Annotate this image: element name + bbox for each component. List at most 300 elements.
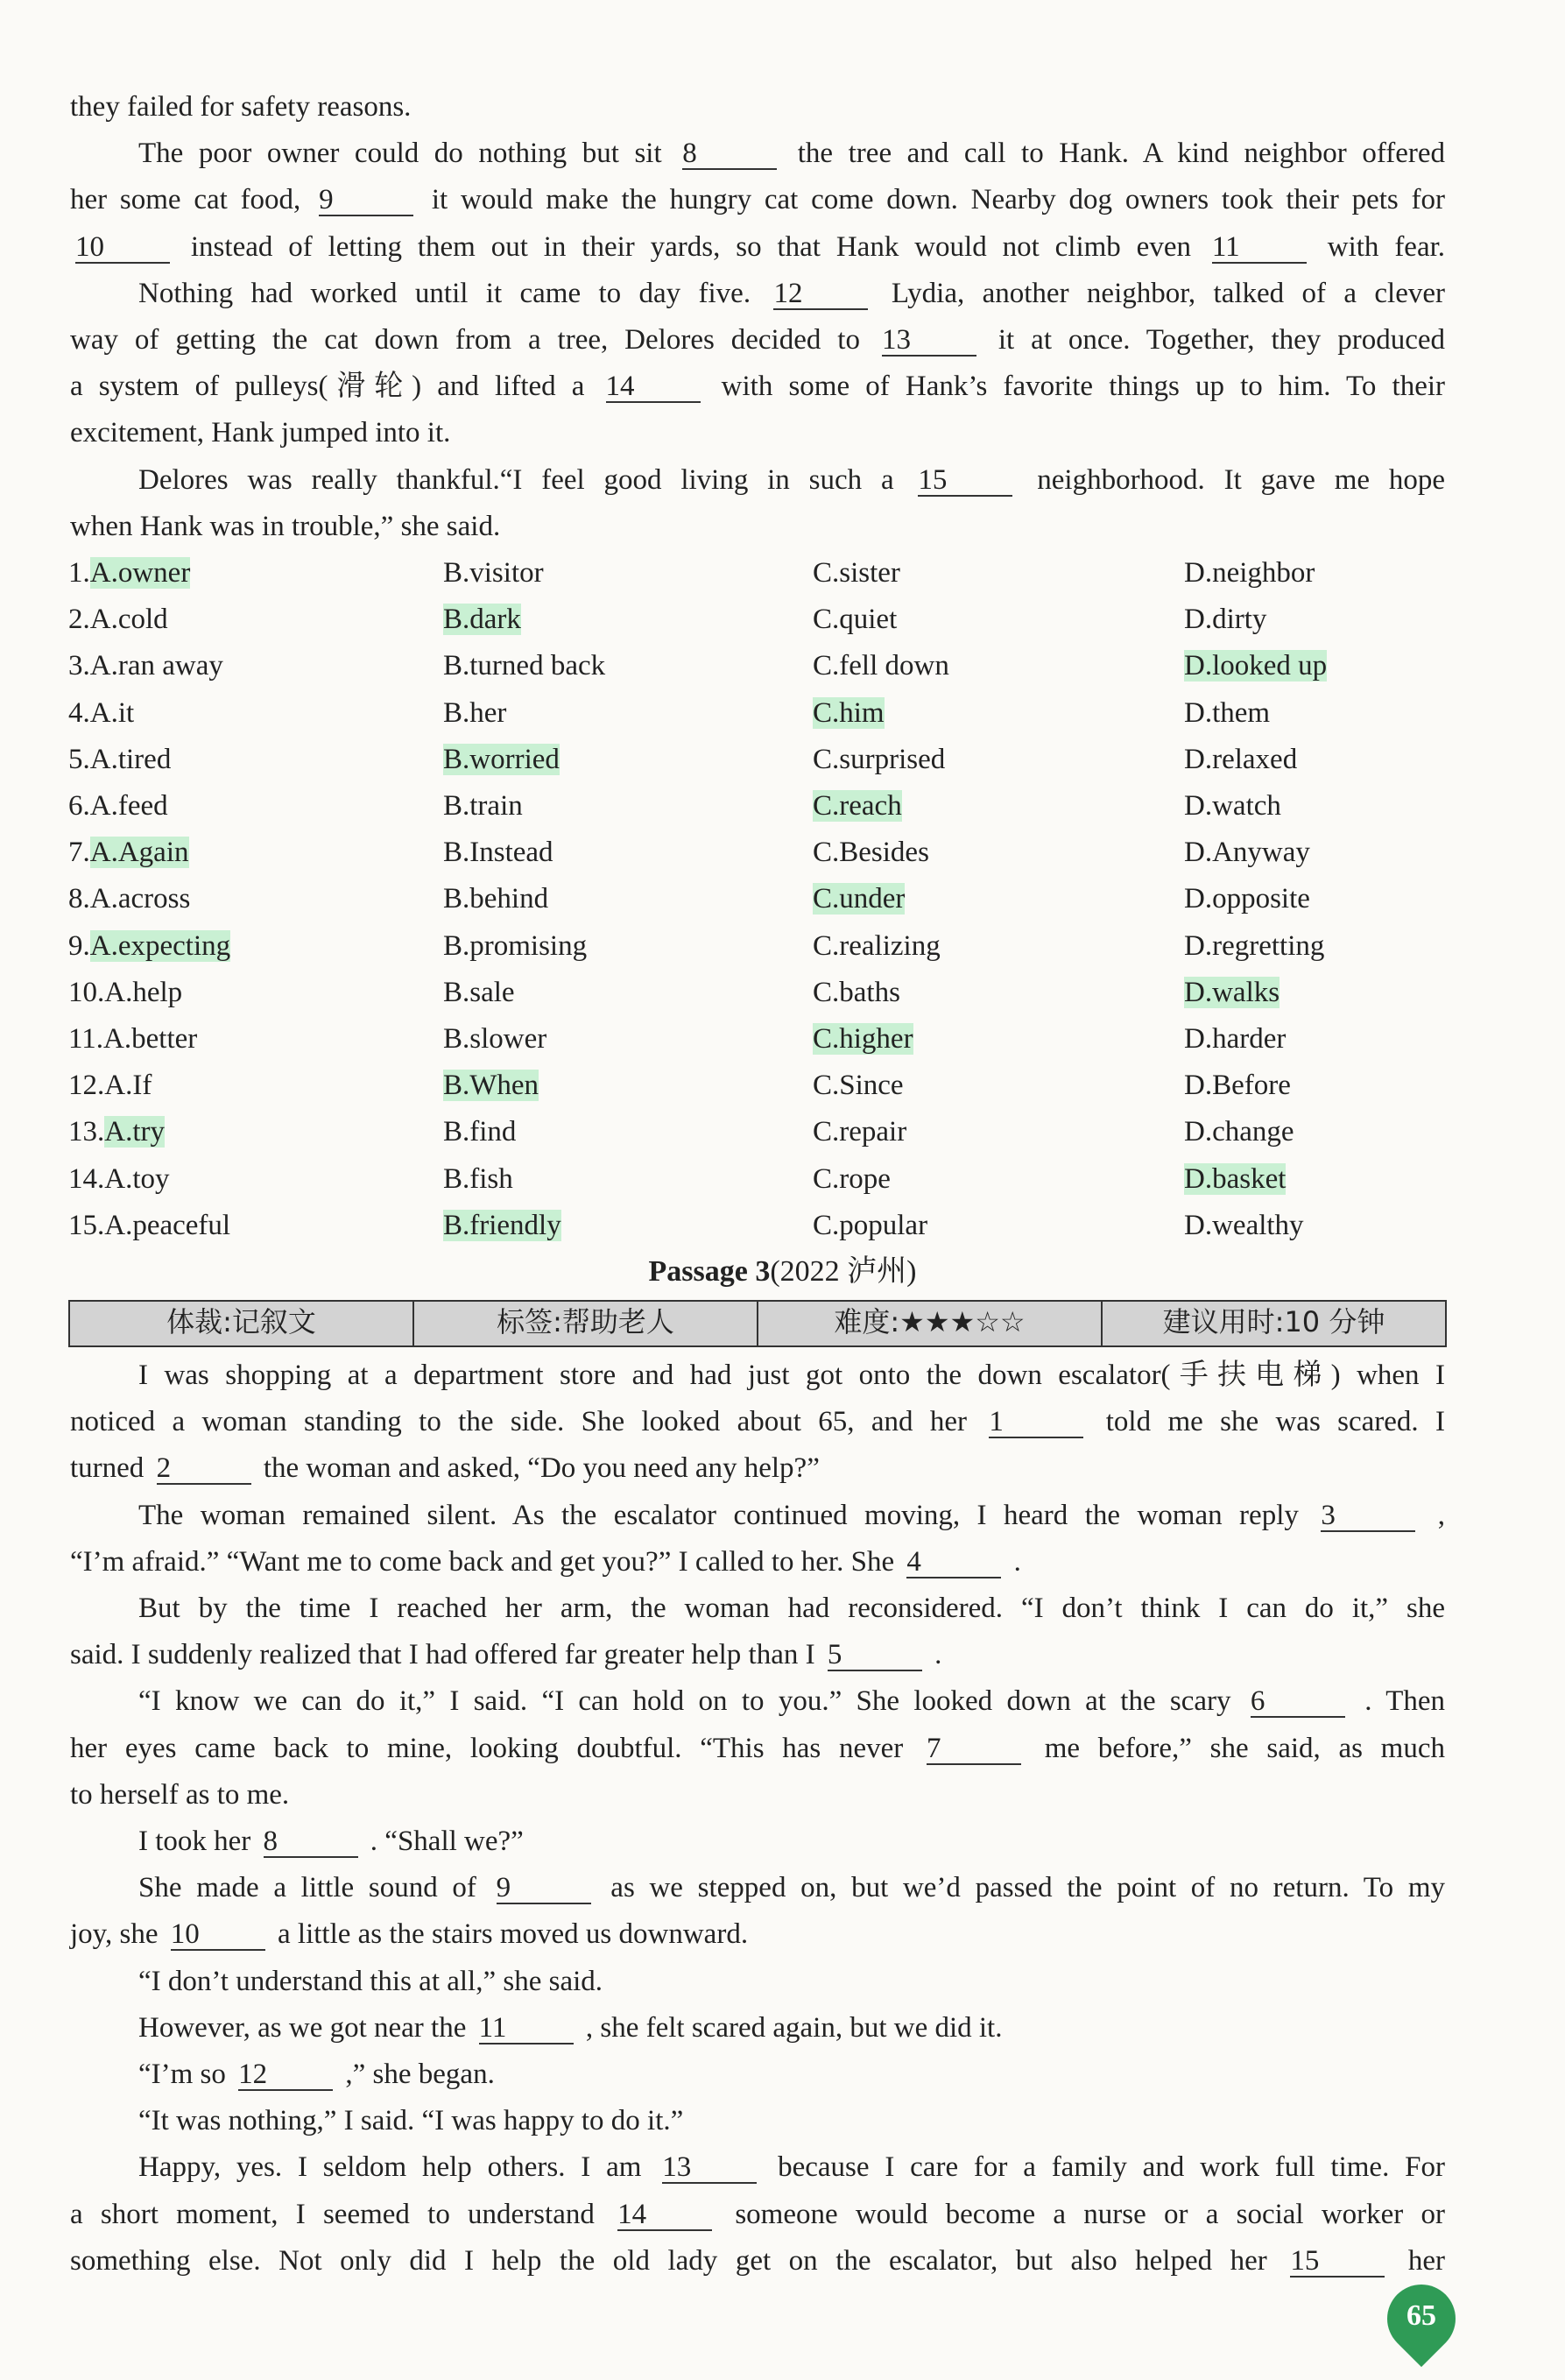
option-b[interactable]: [443, 648, 605, 683]
option-text: harder: [1212, 1023, 1287, 1055]
option-letter: C.: [813, 1070, 840, 1102]
text-segment: “I’m so: [138, 2059, 226, 2090]
option-text: across: [117, 883, 191, 915]
answer-blank[interactable]: 8: [682, 138, 777, 170]
option-text: promising: [469, 929, 588, 962]
option-c[interactable]: [813, 1068, 904, 1103]
option-text: Before: [1212, 1070, 1291, 1102]
option-b[interactable]: [443, 1068, 539, 1103]
option-row: [68, 555, 1452, 590]
option-letter: D.: [1184, 1116, 1213, 1148]
option-text: behind: [469, 883, 549, 915]
option-c[interactable]: [813, 602, 897, 637]
option-c[interactable]: [813, 1021, 913, 1056]
text-line: [70, 89, 1445, 124]
option-content: [90, 883, 191, 915]
text-segment: something else. Not only did I help the old lady get on the escalator, but also helped her: [70, 2244, 1267, 2277]
text-segment: it would make the hungry cat come down. Nearby dog owners took their pets for: [431, 184, 1445, 216]
question-number: 9.: [68, 929, 90, 962]
option-content: [1184, 790, 1281, 822]
option-letter: C.: [813, 743, 840, 775]
option-letter: B.: [443, 883, 470, 915]
question-number: 7.: [68, 837, 90, 869]
option-c[interactable]: [813, 1162, 891, 1197]
text-line: [70, 2057, 1445, 2092]
option-text: dirty: [1212, 604, 1267, 636]
text-line: [70, 369, 1445, 404]
passage-3-title: [0, 1253, 1565, 1291]
answer-blank[interactable]: 4: [906, 1547, 1001, 1578]
option-text: dark: [469, 604, 521, 636]
option-c[interactable]: [813, 975, 900, 1010]
text-segment: I was shopping at a department store and had just got onto the down escalator(手扶电梯) when I: [138, 1359, 1445, 1391]
option-content: [1184, 744, 1297, 775]
text-segment: it at once. Together, they produced: [998, 324, 1446, 356]
answer-blank[interactable]: 12: [773, 279, 868, 310]
option-row: [68, 648, 1452, 683]
option-letter: A.: [89, 557, 118, 589]
option-content: [90, 650, 223, 682]
option-content: [1184, 1210, 1304, 1241]
option-letter: A.: [89, 790, 118, 822]
text-segment: ,” she began.: [345, 2059, 495, 2090]
option-b[interactable]: [443, 788, 523, 823]
text-segment: because I care for a family and work full time. For: [778, 2151, 1445, 2184]
option-letter: B.: [443, 1023, 470, 1055]
option-letter: A.: [89, 696, 118, 729]
answer-blank[interactable]: 7: [927, 1734, 1021, 1765]
option-row: [68, 696, 1452, 731]
option-text: Since: [839, 1070, 904, 1102]
text-line: [70, 415, 1445, 450]
option-a[interactable]: [68, 929, 230, 964]
text-segment: a little as the stairs moved us downward.: [278, 1918, 749, 1951]
option-a[interactable]: [68, 975, 182, 1010]
option-content: [443, 837, 553, 868]
option-letter: B.: [443, 1116, 470, 1148]
option-content: [104, 977, 182, 1008]
answer-blank[interactable]: 9: [497, 1873, 591, 1904]
option-d[interactable]: [1184, 929, 1324, 964]
option-content: [104, 1210, 230, 1241]
option-content: [443, 697, 506, 729]
text-segment: “I’m afraid.” “Want me to come back and get you?” I called to her. She: [70, 1545, 895, 1578]
answer-blank[interactable]: 12: [238, 2059, 333, 2091]
option-letter: D.: [1184, 1209, 1213, 1241]
text-line: [70, 509, 1445, 544]
option-d[interactable]: [1184, 1021, 1286, 1056]
answer-blank[interactable]: 1: [989, 1407, 1083, 1438]
answer-blank[interactable]: 13: [882, 325, 976, 357]
option-content: [1184, 1070, 1291, 1101]
option-b[interactable]: [443, 881, 548, 916]
option-text: it: [117, 696, 135, 729]
option-letter: A.: [89, 743, 118, 775]
option-c[interactable]: [813, 648, 949, 683]
option-text: basket: [1212, 1162, 1287, 1195]
option-a[interactable]: [68, 1162, 170, 1197]
option-letter: B.: [443, 604, 470, 636]
option-letter: D.: [1184, 650, 1213, 682]
text-segment: as we stepped on, but we’d passed the point of no return. To my: [610, 1872, 1446, 1904]
text-line: [70, 1358, 1445, 1393]
text-line: [70, 182, 1445, 217]
option-letter: A.: [104, 976, 133, 1008]
text-line: [70, 1870, 1445, 1905]
option-text: expecting: [117, 929, 231, 962]
option-text: toy: [132, 1162, 170, 1195]
option-letter: D.: [1184, 976, 1213, 1008]
option-d[interactable]: [1184, 602, 1266, 637]
option-content: [1184, 557, 1315, 589]
option-letter: A.: [89, 650, 118, 682]
option-text: sale: [469, 976, 515, 1008]
option-letter: B.: [443, 557, 470, 589]
option-letter: C.: [813, 1023, 840, 1055]
option-content: [813, 1163, 891, 1195]
text-line: [70, 2010, 1445, 2045]
option-text: turned back: [469, 650, 606, 682]
option-letter: D.: [1184, 837, 1213, 869]
correct-answer-highlight: [1184, 650, 1327, 682]
option-content: [90, 790, 168, 822]
answer-blank[interactable]: 10: [75, 232, 170, 264]
text-segment: when Hank was in trouble,” she said.: [70, 510, 501, 542]
option-text: her: [469, 696, 507, 729]
text-line: [70, 1777, 1445, 1812]
text-segment: Lydia, another neighbor, talked of a clever: [891, 277, 1446, 309]
option-d[interactable]: [1184, 1068, 1291, 1103]
text-segment: me before,” she said, as much: [1044, 1732, 1445, 1764]
option-c[interactable]: [813, 835, 929, 870]
option-d[interactable]: [1184, 1114, 1294, 1149]
text-segment: She made a little sound of: [138, 1872, 476, 1904]
option-letter: D.: [1184, 1070, 1213, 1102]
option-b[interactable]: [443, 1208, 561, 1243]
text-segment: Nothing had worked until it came to day five.: [138, 277, 751, 309]
option-letter: B.: [443, 650, 470, 682]
text-segment: turned: [70, 1452, 145, 1485]
option-d[interactable]: [1184, 1162, 1286, 1197]
option-content: [443, 557, 544, 589]
option-letter: C.: [813, 837, 840, 869]
option-b[interactable]: [443, 742, 560, 777]
option-text: walks: [1212, 976, 1280, 1008]
option-letter: C.: [813, 1209, 840, 1241]
option-content: [443, 930, 587, 962]
answer-blank[interactable]: 11: [479, 2013, 574, 2045]
option-text: change: [1212, 1116, 1294, 1148]
option-content: [104, 1070, 152, 1101]
option-b[interactable]: [443, 1114, 516, 1149]
option-c[interactable]: [813, 788, 902, 823]
option-row: [68, 929, 1452, 964]
correct-answer-highlight: [443, 744, 560, 775]
text-segment: Happy, yes. I seldom help others. I am: [138, 2151, 642, 2184]
correct-answer-highlight: [813, 790, 902, 822]
tag-cell: 标签:帮助老人: [414, 1302, 758, 1345]
option-text: quiet: [839, 604, 898, 636]
correct-answer-highlight: [90, 837, 189, 868]
option-content: [104, 1163, 169, 1195]
correct-answer-highlight: [813, 697, 885, 729]
option-content: [443, 650, 605, 682]
option-row: [68, 881, 1452, 916]
text-line: [70, 1591, 1445, 1626]
answer-blank[interactable]: 13: [662, 2152, 757, 2184]
option-text: baths: [839, 976, 900, 1008]
option-letter: B.: [443, 743, 470, 775]
option-text: regretting: [1212, 929, 1325, 962]
option-a[interactable]: [68, 1021, 197, 1056]
option-c[interactable]: [813, 696, 885, 731]
text-line: [70, 463, 1445, 498]
text-segment: “I know we can do it,” I said. “I can hold on to you.” She looked down at the scary: [138, 1685, 1231, 1718]
answer-blank[interactable]: 10: [171, 1919, 265, 1951]
text-segment: The poor owner could do nothing but sit: [138, 138, 662, 170]
question-number: 10.: [68, 976, 105, 1008]
option-text: tired: [117, 743, 172, 775]
option-d[interactable]: [1184, 648, 1327, 683]
text-line: [70, 1731, 1445, 1766]
answer-blank[interactable]: 5: [828, 1640, 922, 1671]
answer-blank[interactable]: 15: [918, 465, 1012, 497]
option-letter: C.: [813, 1162, 840, 1195]
text-segment: told me she was scared. I: [1105, 1406, 1446, 1438]
option-a[interactable]: [68, 696, 134, 731]
option-b[interactable]: [443, 696, 506, 731]
option-content: [813, 977, 900, 1008]
option-text: When: [469, 1070, 539, 1102]
option-a[interactable]: [68, 1068, 152, 1103]
option-content: [813, 650, 949, 682]
option-letter: C.: [813, 976, 840, 1008]
option-c[interactable]: [813, 881, 905, 916]
text-line: [70, 1964, 1445, 1999]
option-text: visitor: [469, 557, 544, 589]
option-d[interactable]: [1184, 1208, 1304, 1243]
option-b[interactable]: [443, 835, 553, 870]
option-letter: B.: [443, 790, 470, 822]
option-d[interactable]: [1184, 742, 1297, 777]
text-segment: a system of pulleys(滑轮) and lifted a: [70, 371, 585, 403]
option-text: owner: [117, 557, 191, 589]
option-text: peaceful: [132, 1209, 231, 1241]
option-row: [68, 1021, 1452, 1056]
option-row: [68, 602, 1452, 637]
option-text: wealthy: [1212, 1209, 1304, 1241]
text-segment: But by the time I reached her arm, the woman had reconsidered. “I don’t think I can do it,” she: [138, 1593, 1445, 1624]
question-number: 14.: [68, 1162, 105, 1195]
option-c[interactable]: [813, 742, 945, 777]
answer-blank[interactable]: 2: [157, 1453, 251, 1485]
option-text: Instead: [469, 837, 553, 869]
option-b[interactable]: [443, 555, 544, 590]
option-text: sister: [839, 557, 900, 589]
passage-3-title-source: (2022 泸州): [770, 1255, 917, 1288]
answer-blank[interactable]: 8: [264, 1826, 358, 1858]
option-letter: A.: [89, 883, 118, 915]
option-a[interactable]: [68, 1208, 230, 1243]
option-d[interactable]: [1184, 975, 1279, 1010]
option-content: [1184, 837, 1310, 868]
option-content: [1184, 1116, 1294, 1148]
answer-blank[interactable]: 14: [617, 2200, 712, 2231]
option-a[interactable]: [68, 788, 168, 823]
option-text: try: [132, 1116, 166, 1148]
difficulty-cell: 难度:★★★☆☆: [758, 1302, 1103, 1345]
option-d[interactable]: [1184, 835, 1310, 870]
option-content: [90, 744, 172, 775]
option-text: better: [131, 1023, 198, 1055]
answer-blank[interactable]: 9: [319, 185, 413, 216]
page-number: 65: [1406, 2299, 1436, 2332]
option-c[interactable]: [813, 929, 941, 964]
text-segment: the tree and call to Hank. A kind neighbor offered: [797, 138, 1446, 170]
option-letter: D.: [1184, 1162, 1213, 1195]
option-a[interactable]: [68, 881, 190, 916]
option-content: [443, 1023, 546, 1055]
question-number: 13.: [68, 1116, 105, 1148]
option-letter: B.: [443, 976, 470, 1008]
option-text: find: [469, 1116, 517, 1148]
text-line: [70, 1917, 1445, 1952]
option-letter: D.: [1184, 1023, 1213, 1055]
text-segment: said. I suddenly realized that I had offered far greater help than I: [70, 1639, 815, 1671]
option-b[interactable]: [443, 929, 587, 964]
text-segment: ,: [1437, 1499, 1446, 1531]
option-content: [813, 1070, 904, 1101]
text-line: [70, 1637, 1445, 1672]
text-segment: joy, she: [70, 1918, 159, 1951]
option-letter: A.: [89, 929, 118, 962]
text-segment: her eyes came back to mine, looking doubtful. “This has never: [70, 1732, 904, 1764]
text-line: [70, 2243, 1445, 2278]
option-text: fish: [469, 1162, 513, 1195]
option-d[interactable]: [1184, 881, 1310, 916]
option-text: train: [469, 790, 523, 822]
option-letter: A.: [103, 1023, 132, 1055]
text-segment: to herself as to me.: [70, 1778, 290, 1811]
option-c[interactable]: [813, 1208, 927, 1243]
option-c[interactable]: [813, 1114, 906, 1149]
option-letter: B.: [443, 696, 470, 729]
option-content: [443, 1116, 516, 1148]
option-text: looked up: [1212, 650, 1328, 682]
option-content: [813, 604, 897, 635]
question-number: 3.: [68, 650, 90, 682]
option-a[interactable]: [68, 602, 168, 637]
option-a[interactable]: [68, 648, 223, 683]
option-a[interactable]: [68, 1114, 165, 1149]
option-content: [813, 744, 945, 775]
correct-answer-highlight: [813, 883, 905, 915]
text-segment: , she felt scared again, but we did it.: [585, 2011, 1003, 2044]
option-letter: D.: [1184, 929, 1213, 962]
option-a[interactable]: [68, 835, 189, 870]
text-line: [70, 1824, 1445, 1859]
option-text: under: [839, 883, 906, 915]
option-b[interactable]: [443, 975, 515, 1010]
text-segment: neighborhood. It gave me hope: [1037, 463, 1446, 496]
option-text: rope: [839, 1162, 891, 1195]
text-line: [70, 1451, 1445, 1486]
correct-answer-highlight: [443, 1070, 539, 1101]
option-content: [90, 604, 168, 635]
option-b[interactable]: [443, 1162, 513, 1197]
option-a[interactable]: [68, 742, 171, 777]
option-a[interactable]: [68, 555, 190, 590]
option-content: [1184, 1023, 1286, 1055]
text-line: [70, 230, 1445, 265]
option-letter: A.: [104, 1070, 133, 1102]
question-number: 8.: [68, 883, 90, 915]
option-letter: D.: [1184, 790, 1213, 822]
answer-blank[interactable]: 14: [606, 371, 701, 403]
option-row: [68, 742, 1452, 777]
option-content: [90, 697, 134, 729]
passage-3-title-bold: Passage 3: [648, 1255, 771, 1288]
text-segment: “I don’t understand this at all,” she said.: [138, 1965, 603, 1997]
answer-blank[interactable]: 15: [1290, 2246, 1385, 2278]
option-b[interactable]: [443, 602, 521, 637]
passage-info-bar: [68, 1300, 1447, 1347]
answer-blank[interactable]: 3: [1321, 1501, 1415, 1532]
correct-answer-highlight: [104, 1116, 165, 1148]
option-text: worried: [469, 743, 560, 775]
option-letter: C.: [813, 929, 840, 962]
text-segment: a short moment, I seemed to understand: [70, 2198, 595, 2230]
option-d[interactable]: [1184, 555, 1315, 590]
text-segment: I took her: [138, 1826, 251, 1857]
option-content: [813, 837, 929, 868]
option-text: friendly: [469, 1209, 561, 1241]
answer-blank[interactable]: 6: [1251, 1686, 1345, 1718]
option-content: [443, 1163, 513, 1195]
option-text: If: [132, 1070, 152, 1102]
option-letter: D.: [1184, 557, 1213, 589]
option-content: [813, 557, 900, 589]
option-d[interactable]: [1184, 696, 1270, 731]
option-row: [68, 1208, 1452, 1243]
question-number: 5.: [68, 743, 90, 775]
question-number: 11.: [68, 1023, 104, 1055]
question-number: 12.: [68, 1070, 105, 1102]
option-letter: A.: [89, 604, 118, 636]
option-letter: C.: [813, 1116, 840, 1148]
text-segment: her some cat food,: [70, 184, 301, 216]
option-text: watch: [1212, 790, 1281, 822]
option-letter: C.: [813, 650, 840, 682]
answer-blank[interactable]: 11: [1212, 232, 1307, 264]
text-line: [70, 2150, 1445, 2185]
text-segment: instead of letting them out in their yards, so that Hank would not climb even: [190, 230, 1191, 263]
option-content: [1184, 604, 1266, 635]
option-letter: D.: [1184, 743, 1213, 775]
text-segment: excitement, Hank jumped into it.: [70, 417, 451, 449]
option-text: ran away: [117, 650, 223, 682]
option-letter: A.: [89, 837, 118, 869]
correct-answer-highlight: [813, 1023, 913, 1055]
option-c[interactable]: [813, 555, 900, 590]
option-d[interactable]: [1184, 788, 1281, 823]
option-letter: C.: [813, 696, 840, 729]
option-b[interactable]: [443, 1021, 546, 1056]
text-segment: . “Shall we?”: [370, 1826, 524, 1857]
option-row: [68, 1162, 1452, 1197]
text-line: [70, 2197, 1445, 2232]
option-row: [68, 975, 1452, 1010]
